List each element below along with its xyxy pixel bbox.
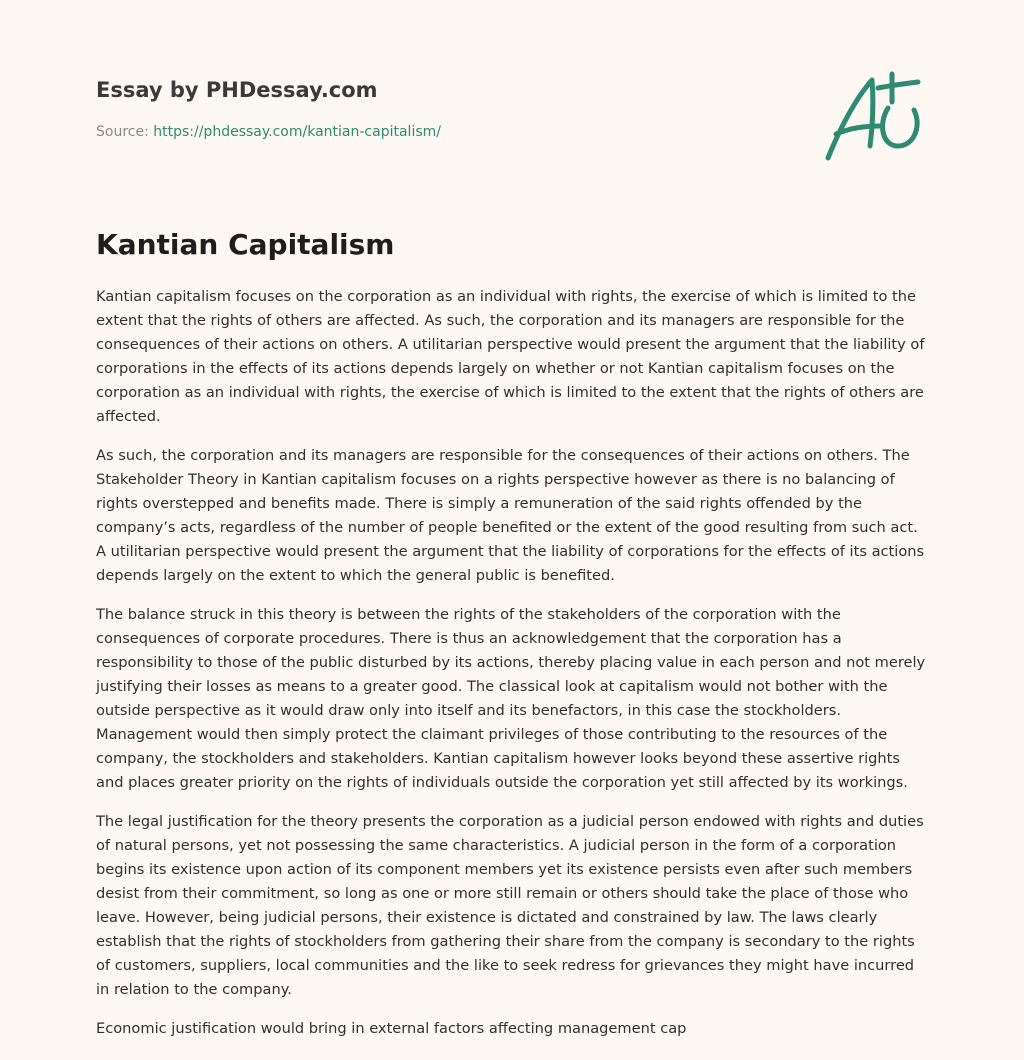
essay-paragraph: Kantian capitalism focuses on the corporation as an individual with rights, the exercise of which is limited to the extent that the rights of others are affected. As such, the corporation and its managers are responsible for the consequences of their actions on others. A utilitarian perspective would present the argument that the liability of corporations in the effects of its actions depends largely on whether or not Kantian capitalism focuses on the corporation as an individual with rights, the exercise of which is limited to the extent that the rights of others are affected. (96, 288, 925, 425)
essay-paragraph: The balance struck in this theory is between the rights of the stakeholders of the corporation with the consequences of corporate procedures. There is thus an acknowledgement that the corporation has a responsibility to those of the public disturbed by its actions, thereby placing value in each person and not merely justifying their losses as means to a greater good. The classical look at capitalism would not bother with the outside perspective as it would draw only into itself and its benefactors, in this case the stockholders. Management would then simply protect the claimant privileges of those contributing to the resources of the company, the stockholders and stakeholders. Kantian capitalism however looks beyond these assertive rights and places greater priority on the rights of individuals outside the corporation yet still affected by its workings. (96, 606, 926, 791)
essay-paragraph: Economic justification would bring in external factors affecting management cap (96, 1020, 687, 1037)
essay-paragraph: The legal justification for the theory presents the corporation as a judicial person endowed with rights and duties of natural persons, yet not possessing the same characteristics. A judicial person in the form of a corporation begins its existence upon action of its component members yet its existence persists even after such members desist from their commitment, so long as one or more still remain or others should take the place of those who leave. However, being judicial persons, their existence is dictated and constrained by law. The laws clearly establish that the rights of stockholders from gathering their share from the company is secondary to the rights of customers, suppliers, local communities and the like to seek redress for grievances they might have incurred in relation to the company. (96, 813, 924, 998)
a-plus-logo-icon (822, 68, 926, 164)
source-label: Source: (96, 124, 149, 140)
essay-body (96, 285, 932, 1056)
source-link[interactable]: https://phdessay.com/kantian-capitalism/ (153, 124, 441, 140)
source-line (96, 122, 796, 142)
document-header (96, 76, 796, 142)
essay-title: Kantian Capitalism (96, 228, 395, 261)
essay-paragraph: As such, the corporation and its managers are responsible for the consequences of their actions on others. The Stakeholder Theory in Kantian capitalism focuses on a rights perspective however as there is no balancing of rights overstepped and benefits made. There is simply a remuneration of the said rights offended by the company’s acts, regardless of the number of people benefited or the extent of the good resulting from such act. A utilitarian perspective would present the argument that the liability of corporations for the effects of its actions depends largely on the extent to which the general public is benefited. (96, 447, 925, 584)
site-brand: Essay by PHDessay.com (96, 78, 378, 102)
